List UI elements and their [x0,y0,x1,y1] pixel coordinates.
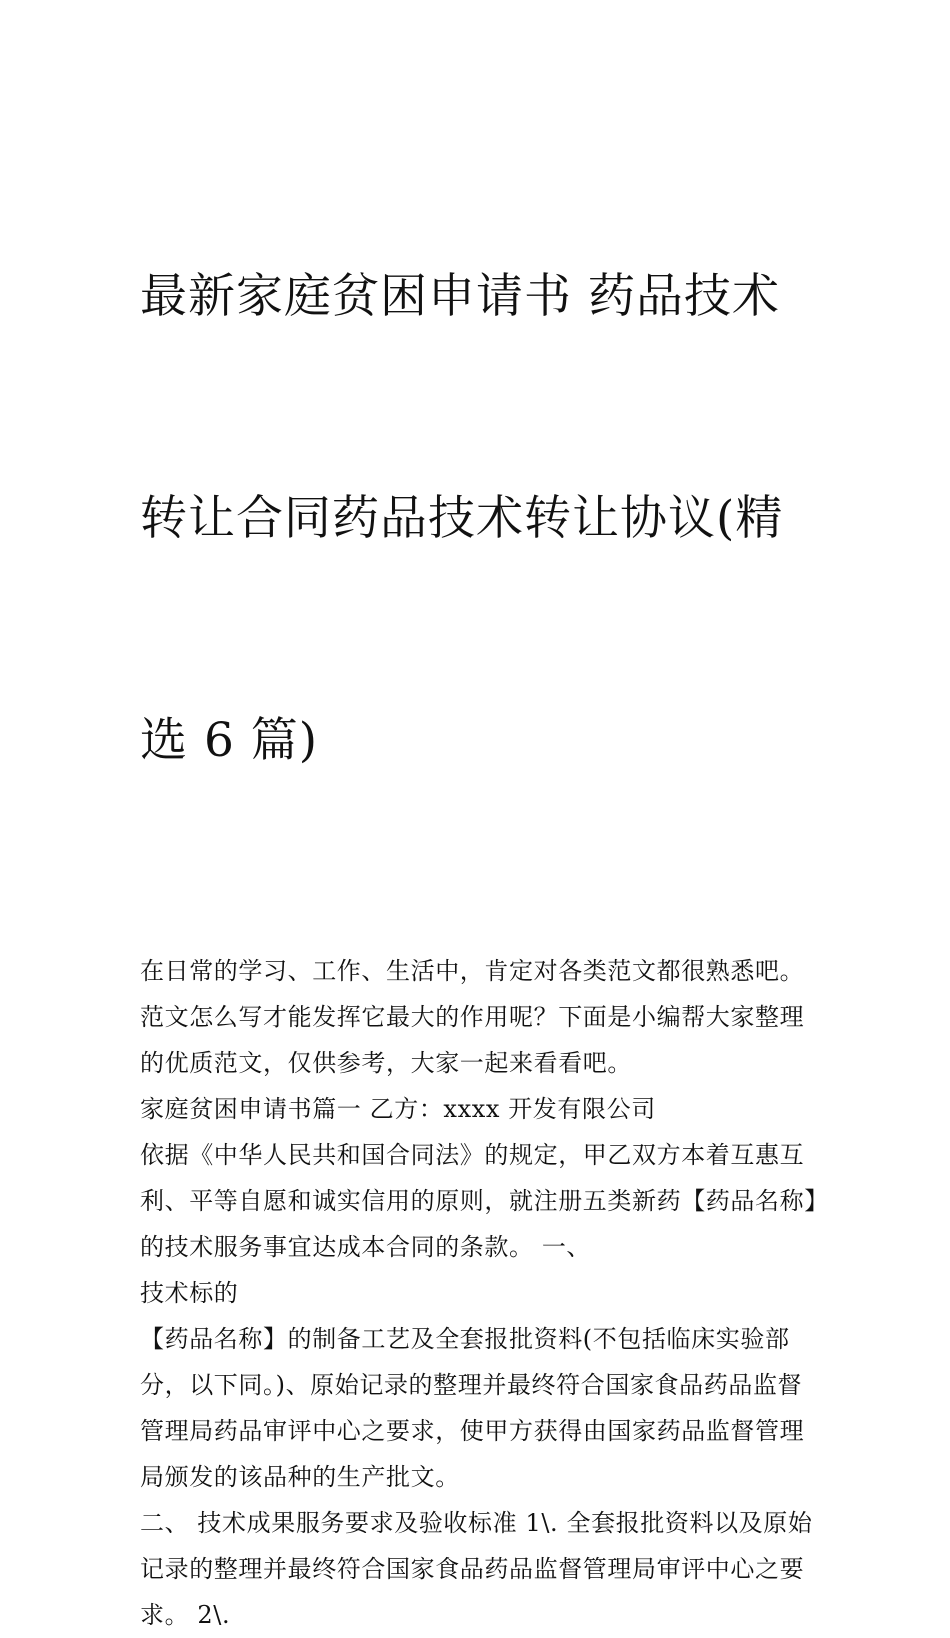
requirements-paragraph: 二、 技术成果服务要求及验收标准 1\. 全套报批资料以及原始记录的整理并最终符合国家食品药品监督管理局审评中心之要求。 2\. [140,1509,813,1629]
document-body [140,948,820,1638]
title-line-2: 转让合同药品技术转让协议(精 [140,491,784,546]
title-line-3: 选 6 篇) [140,713,319,768]
title-line-1: 最新家庭贫困申请书 药品技术 [140,269,780,324]
section-heading-paragraph: 家庭贫困申请书篇一 乙方：xxxx 开发有限公司 [140,1095,656,1123]
contract-basis-paragraph: 依据《中华人民共和国合同法》的规定，甲乙双方本着互惠互利、平等自愿和诚实信用的原则，就注册五类新药【药品名称】的技术服务事宜达成本合同的条款。 一、 [140,1141,817,1261]
document-page [140,112,820,1638]
technical-subject-heading: 技术标的 [140,1279,239,1307]
document-title [140,112,820,926]
technical-subject-paragraph: 【药品名称】的制备工艺及全套报批资料(不包括临床实验部分，以下同。)、原始记录的整理并最终符合国家食品药品监督管理局药品审评中心之要求，使甲方获得由国家药品监督管理局颁发的该品种的生产批文。 [140,1325,805,1491]
intro-paragraph: 在日常的学习、工作、生活中，肯定对各类范文都很熟悉吧。范文怎么写才能发挥它最大的作用呢？下面是小编帮大家整理的优质范文，仅供参考，大家一起来看看吧。 [140,957,805,1077]
